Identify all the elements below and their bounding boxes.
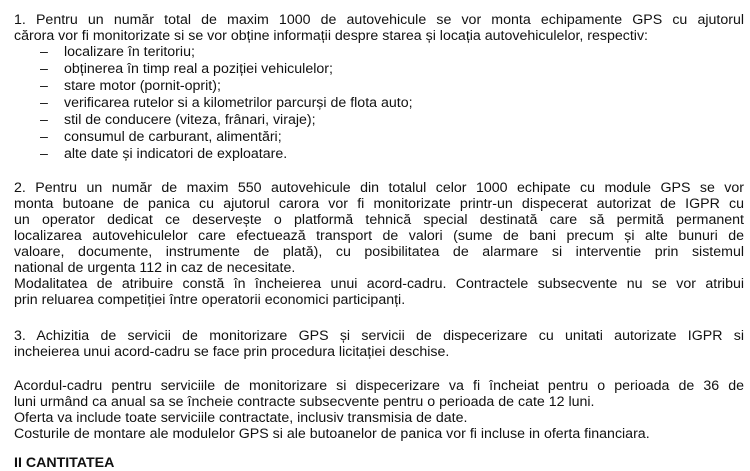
- bullet-text: obținerea în timp real a poziției vehiculelor;: [64, 61, 333, 77]
- paragraph-4-line-3: Oferta va include toate serviciile contractate, inclusiv transmisia de date.: [14, 410, 468, 426]
- bullet-item: [40, 78, 221, 94]
- bullet-item: [40, 112, 316, 128]
- bullet-dash: –: [40, 44, 48, 60]
- bullet-dash: –: [40, 146, 48, 162]
- paragraph-2-line-7: Modalitatea de atribuire constă în încheierea unui acord-cadru. Contractele subsecvente nu se vor atribui: [14, 276, 744, 292]
- paragraph-4-line-4: Costurile de montare ale modulelor GPS si ale butoanelor de panica vor fi incluse in oferta financiara.: [14, 426, 650, 442]
- bullet-text: verificarea rutelor si a kilometrilor parcurși de flota auto;: [64, 95, 413, 111]
- bullet-text: consumul de carburant, alimentări;: [64, 129, 282, 145]
- bullet-dash: –: [40, 78, 48, 94]
- bullet-item: [40, 146, 287, 162]
- paragraph-3-line-1: 3. Achizitia de servicii de monitorizare GPS și servicii de dispecerizare cu unitati autorizate IGPR si: [14, 328, 744, 344]
- paragraph-4-line-2: luni urmând ca anual sa se încheie contracte subsecvente pentru o perioada de cate 12 luni.: [14, 394, 595, 410]
- bullet-text: stare motor (pornit-oprit);: [64, 78, 221, 94]
- paragraph-3-line-2: incheierea unui acord-cadru se face prin procedura licitației deschise.: [14, 344, 450, 360]
- bullet-dash: –: [40, 61, 48, 77]
- bullet-dash: –: [40, 95, 48, 111]
- paragraph-4-line-1: Acordul-cadru pentru serviciile de monitorizare si dispecerizare va fi încheiat pentru o perioada de 36 de: [14, 378, 744, 394]
- bullet-text: alte date și indicatori de exploatare.: [64, 146, 288, 162]
- bullet-dash: –: [40, 112, 48, 128]
- paragraph-2-line-1: 2. Pentru un număr de maxim 550 autovehicule din totalul celor 1000 echipate cu module GPS se vor: [14, 180, 744, 196]
- bullet-dash: –: [40, 129, 48, 145]
- bullet-item: [40, 44, 195, 60]
- paragraph-2-line-4: localizarea autovehiculelor care efectuează transport de valori (sume de bani precum și alte bunuri de: [14, 228, 744, 244]
- bullet-item: [40, 61, 333, 77]
- bullet-text: localizare în teritoriu;: [64, 44, 195, 60]
- paragraph-2-line-5: valoare, documente, instrumente de plată), cu posibilitatea de alarmare si interventie prin sistemul: [14, 244, 744, 260]
- section-heading-cut-off: II CANTITATEA: [14, 455, 115, 471]
- paragraph-1-line-1: 1. Pentru un număr total de maxim 1000 de autovehicule se vor monta echipamente GPS cu ajutorul: [14, 12, 744, 28]
- bullet-item: [40, 129, 282, 145]
- paragraph-1-line-2: cărora vor fi monitorizate si se vor obține informații despre starea și locația autovehiculelor, respectiv:: [14, 28, 648, 44]
- paragraph-2-line-3: un operator dedicat ce deservește o platformă tehnică special destinată care să permită permanent: [14, 212, 744, 228]
- bullet-text: stil de conducere (viteza, frânari, viraje);: [64, 112, 316, 128]
- paragraph-2-line-8: prin reluarea competiției între operatorii economici participanți.: [14, 292, 406, 308]
- paragraph-2-line-2: monta butoane de panica cu ajutorul carora vor fi monitorizate printr-un dispecerat autorizat de IGPR cu: [14, 196, 744, 212]
- bullet-item: [40, 95, 413, 111]
- paragraph-2-line-6: national de urgenta 112 in caz de necesitate.: [14, 260, 296, 276]
